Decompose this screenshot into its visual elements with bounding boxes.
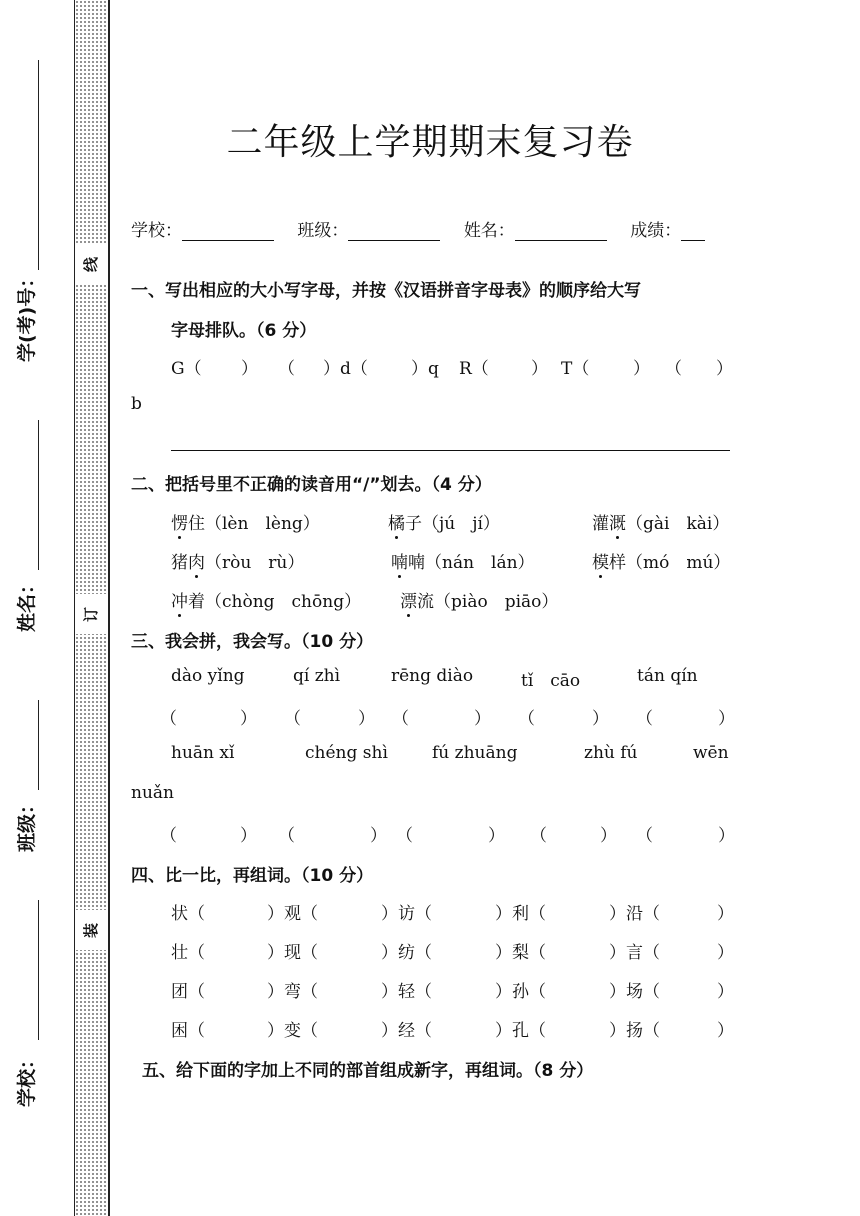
compare-item: 团（: [171, 982, 205, 1002]
compare-item: ）利（: [495, 904, 546, 924]
binding-rule: [108, 0, 110, 1216]
paren-open: （: [392, 709, 409, 729]
pinyin-item: chéng shì: [305, 743, 388, 763]
letter-item: ）d（: [323, 359, 368, 379]
paren-open: （: [278, 826, 295, 846]
paren-close: ）: [240, 709, 257, 729]
pinyin-item: tǐ cāo: [521, 671, 581, 691]
pronunciation-row-3: [171, 587, 731, 611]
paren-close: ）: [474, 709, 491, 729]
paren-open: （: [396, 826, 413, 846]
compare-item: ）沿（: [609, 904, 660, 924]
paren-open: （: [636, 826, 653, 846]
compare-row-3: [171, 977, 734, 1002]
letter-item: T（: [561, 359, 590, 379]
letter-item: ）: [633, 359, 650, 379]
compare-item: ）轻（: [381, 982, 432, 1002]
paren-open: （: [518, 709, 535, 729]
pronunciation-item[interactable]: 喃喃（nán lán）: [391, 553, 535, 573]
pinyin-row-1: [171, 666, 731, 690]
compare-item: 状（: [171, 904, 205, 924]
paren-close: ）: [718, 709, 735, 729]
compare-row-1: [171, 899, 734, 924]
compare-item: ）现（: [267, 943, 318, 963]
compare-item: 困（: [171, 1021, 205, 1041]
section-4-heading: 四、比一比，再组词。（10 分）: [131, 866, 374, 886]
pinyin-item: dào yǐng: [171, 666, 245, 686]
compare-row-2: [171, 938, 734, 963]
paren-open: （: [636, 709, 653, 729]
compare-item: ）观（: [267, 904, 318, 924]
binding-line-1: [38, 60, 39, 270]
pinyin-tail: nuǎn: [131, 783, 174, 803]
compare-item: ）访（: [381, 904, 432, 924]
pinyin-item: qí zhì: [293, 666, 341, 686]
letters-tail: [131, 394, 691, 418]
compare-item: ）场（: [609, 982, 660, 1002]
paren-close: ）: [718, 826, 735, 846]
compare-item: ）弯（: [267, 982, 318, 1002]
school-field[interactable]: [182, 222, 274, 241]
pinyin-item: tán qín: [637, 666, 698, 686]
paren-close: ）: [370, 826, 387, 846]
letter-item: ）: [531, 359, 548, 379]
school-label: 学校：: [131, 221, 182, 241]
pronunciation-item[interactable]: 模样（mó mú）: [592, 553, 731, 573]
score-field[interactable]: [681, 222, 705, 241]
section-1-heading: 一、写出相应的大小写字母，并按《汉语拼音字母表》的顺序给大写: [131, 281, 641, 301]
class-field[interactable]: [348, 222, 440, 241]
compare-item: ）: [717, 943, 734, 963]
score-label: 成绩：: [630, 221, 682, 241]
compare-item: ）: [717, 1021, 734, 1041]
pinyin-item: zhù fú: [584, 743, 638, 763]
paren-close: ）: [358, 709, 375, 729]
paren-open: （: [530, 826, 547, 846]
compare-item: ）孔（: [495, 1021, 546, 1041]
section-5-heading: 五、给下面的字加上不同的部首组成新字，再组词。（8 分）: [142, 1061, 594, 1081]
name-field[interactable]: [515, 222, 607, 241]
page-title: 二年级上学期期末复习卷: [226, 122, 634, 163]
pinyin-row-2-tail: [131, 783, 691, 807]
name-label: 姓名：: [463, 221, 515, 241]
pinyin-item: wēn: [693, 743, 729, 763]
letter-item: （: [278, 359, 295, 379]
letter-tail: b: [131, 394, 142, 414]
letter-item: G（: [171, 359, 202, 379]
compare-item: ）纺（: [381, 943, 432, 963]
compare-row-4: [171, 1016, 734, 1041]
pinyin-item: rēng diào: [391, 666, 474, 686]
pronunciation-item[interactable]: 漂流（piào piāo）: [400, 592, 559, 612]
paren-open: （: [160, 709, 177, 729]
binding-label-name: 姓名：: [16, 574, 38, 632]
binding-line-2: [38, 420, 39, 570]
info-row: [131, 216, 731, 241]
pinyin-item: huān xǐ: [171, 743, 235, 763]
paren-close: ）: [488, 826, 505, 846]
pinyin-item: fú zhuāng: [432, 743, 518, 763]
pronunciation-item[interactable]: 冲着（chòng chōng）: [171, 592, 362, 612]
section-2-heading: 二、把括号里不正确的读音用“/”划去。（4 分）: [131, 475, 492, 495]
pronunciation-item[interactable]: 猪肉（ròu rù）: [171, 553, 305, 573]
binding-label-class: 班级：: [16, 794, 38, 852]
paren-close: ）: [240, 826, 257, 846]
pronunciation-row-2: [171, 548, 731, 572]
binding-label-student-id: 学(考)号：: [16, 268, 38, 362]
binding-line-3: [38, 700, 39, 790]
answer-parens-row-1: [160, 704, 735, 729]
compare-item: ）扬（: [609, 1021, 660, 1041]
compare-item: 壮（: [171, 943, 205, 963]
section-3-heading: 三、我会拼，我会写。（10 分）: [131, 632, 374, 652]
pronunciation-item[interactable]: 愣住（lèn lèng）: [171, 514, 320, 534]
compare-item: ）: [717, 982, 734, 1002]
pronunciation-item[interactable]: 橘子（jú jí）: [388, 514, 500, 534]
compare-item: ）梨（: [495, 943, 546, 963]
answer-parens-row-2: [160, 821, 735, 846]
class-label: 班级：: [297, 221, 349, 241]
compare-item: ）变（: [267, 1021, 318, 1041]
compare-item: ）: [717, 904, 734, 924]
letter-item: ）: [716, 359, 733, 379]
pronunciation-item[interactable]: 灌溉（gài kài）: [592, 514, 730, 534]
binding-line-4: [38, 900, 39, 1040]
compare-item: ）言（: [609, 943, 660, 963]
strip-mark-xian: 线: [76, 244, 106, 284]
compare-item: ）孙（: [495, 982, 546, 1002]
answer-line[interactable]: [171, 450, 730, 451]
pronunciation-row-1: [171, 509, 731, 533]
pinyin-row-2: [171, 743, 731, 767]
letter-item: （: [665, 359, 682, 379]
paren-open: （: [284, 709, 301, 729]
paren-close: ）: [600, 826, 617, 846]
letter-item: ）: [241, 359, 258, 379]
strip-mark-zhuang: 装: [76, 910, 106, 950]
paren-close: ）: [592, 709, 609, 729]
compare-item: ）经（: [381, 1021, 432, 1041]
section-1-heading-cont: 字母排队。（6 分）: [171, 321, 317, 341]
binding-label-school: 学校：: [16, 1049, 38, 1107]
letter-item: R（: [459, 359, 489, 379]
paren-open: （: [160, 826, 177, 846]
strip-mark-ding: 订: [76, 594, 106, 634]
letters-row: [171, 354, 731, 378]
letter-item: ）q: [411, 359, 439, 379]
